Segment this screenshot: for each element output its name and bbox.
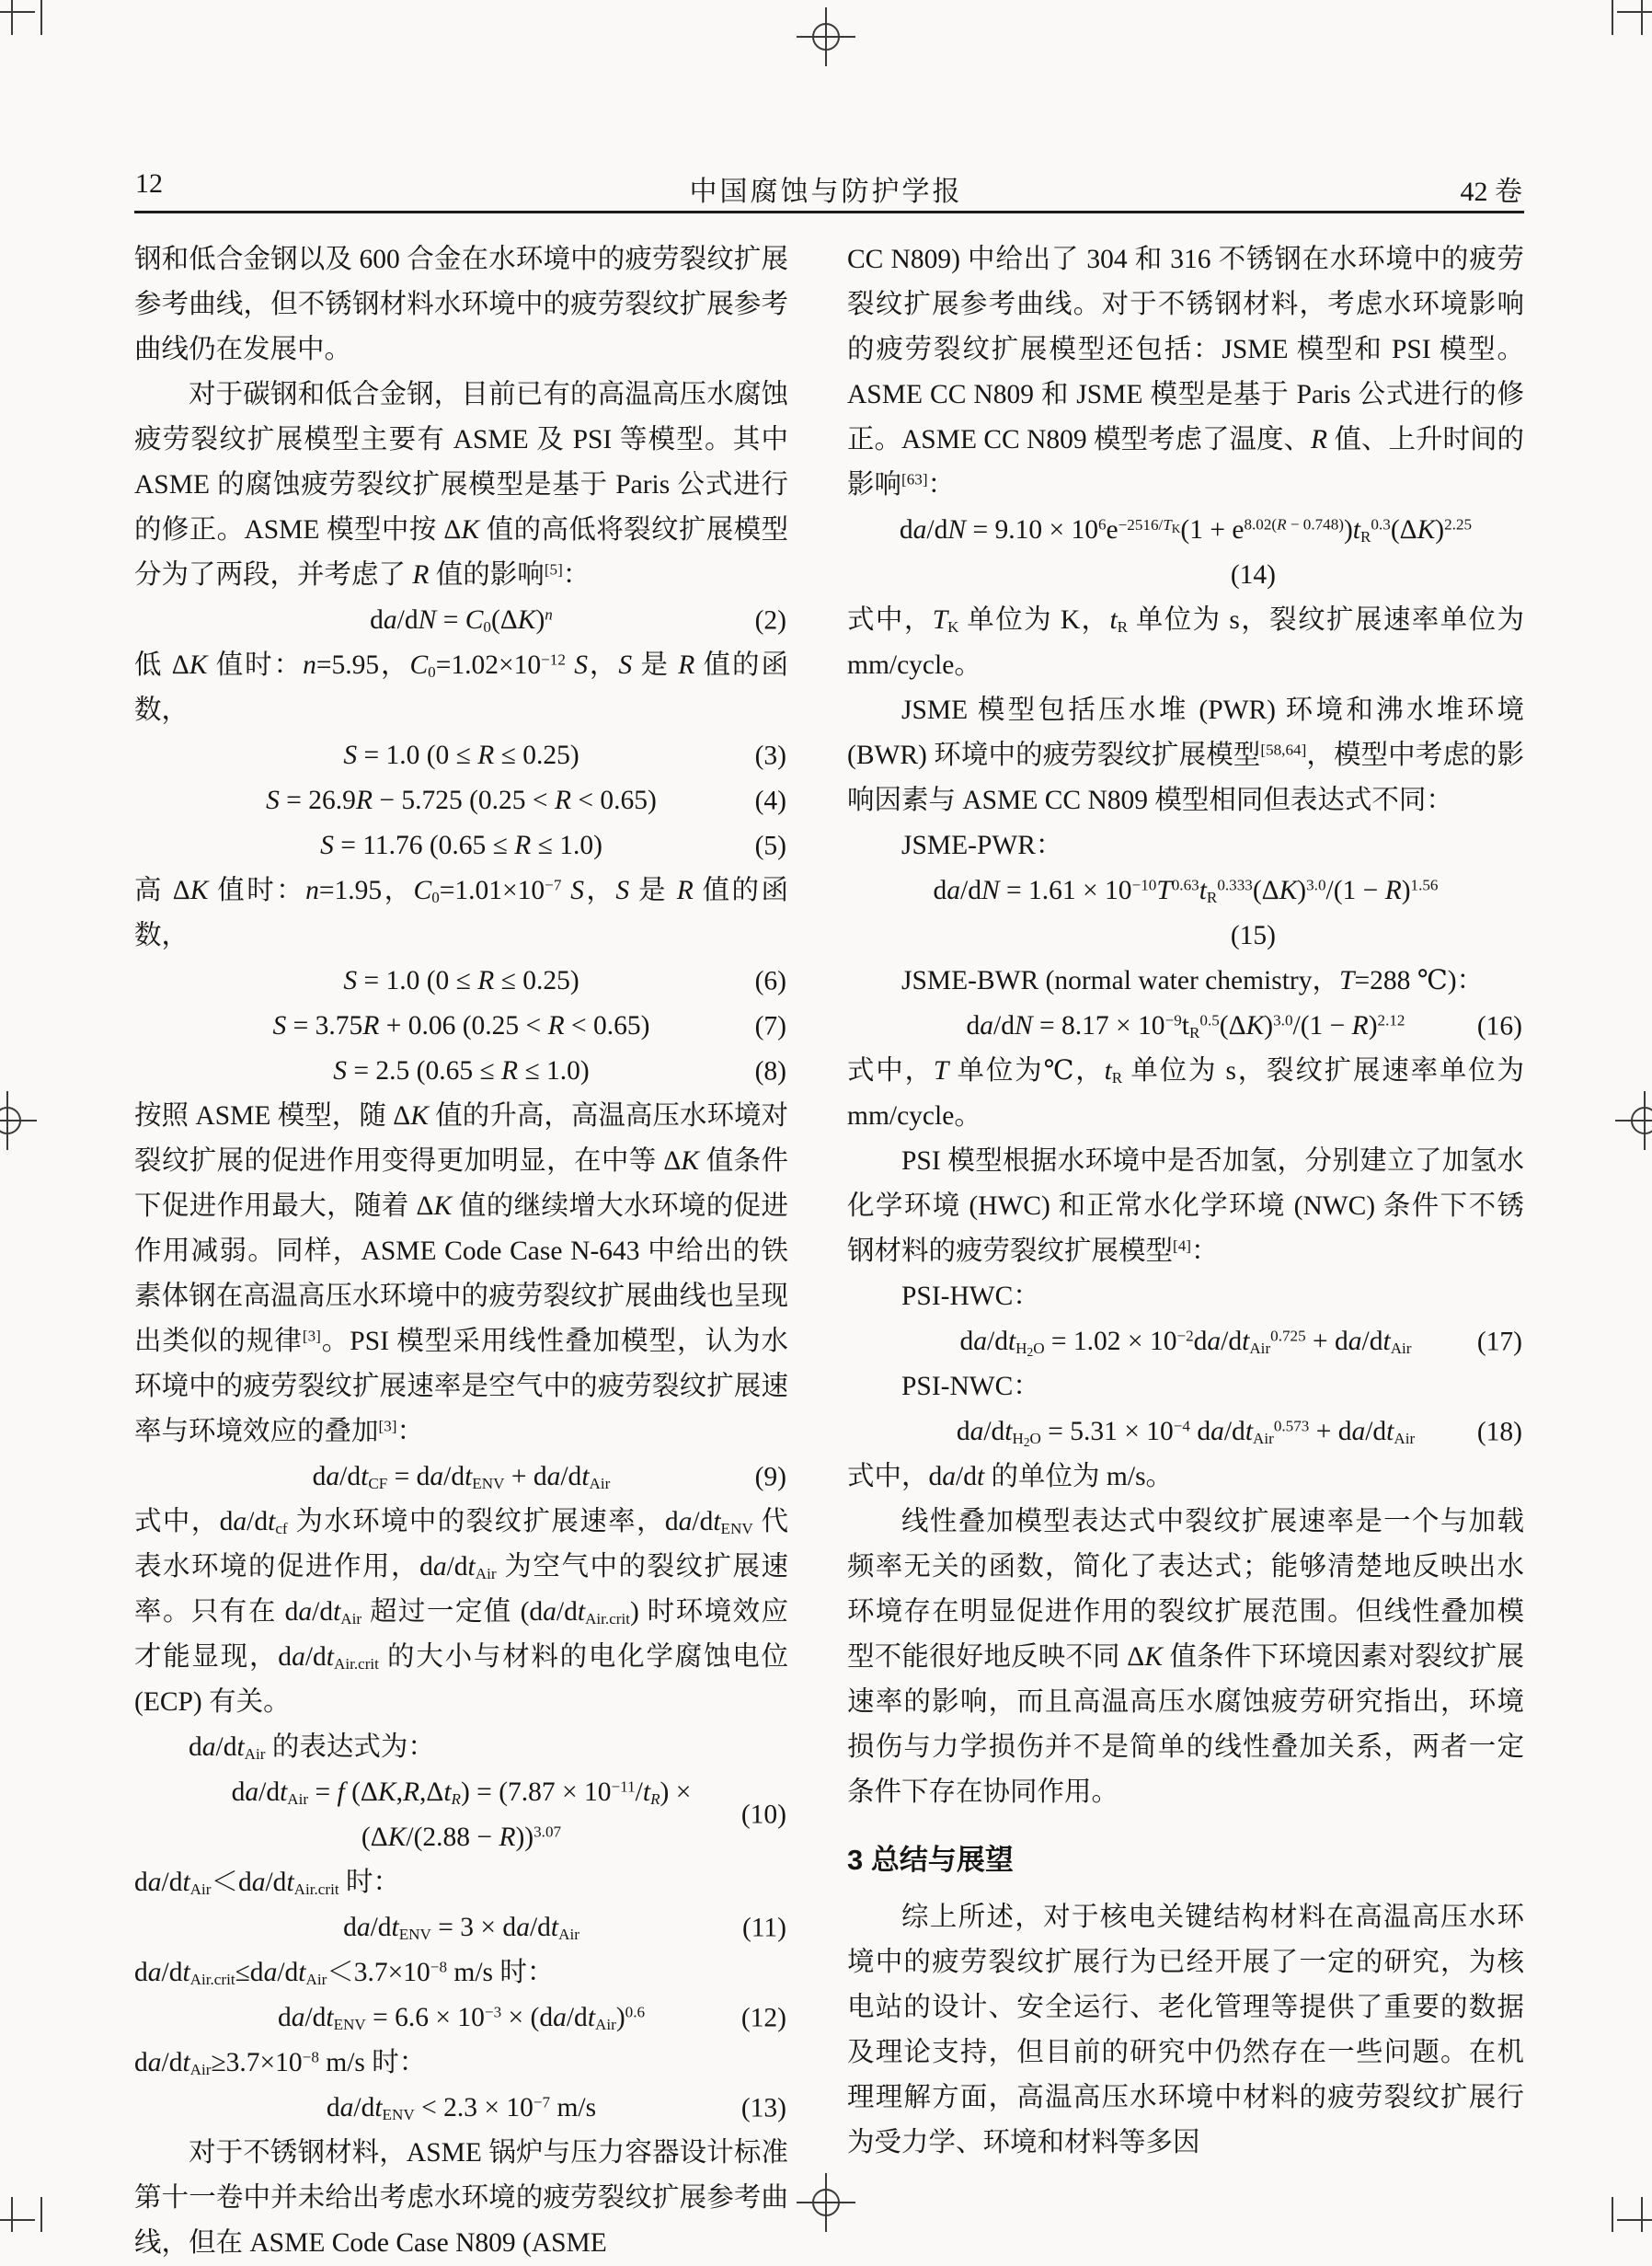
crop-mark bbox=[11, 2197, 13, 2232]
paragraph: 式中，da/dt 的单位为 m/s。 bbox=[847, 1462, 1174, 1491]
equation-number: (14) bbox=[1230, 560, 1276, 590]
paragraph: $da/dt_{Air}\ge 3.7\times 10^{-8}$ m/s 时： bbox=[134, 2048, 427, 2078]
registration-mark-icon bbox=[0, 1091, 37, 1150]
crop-mark bbox=[1641, 2197, 1643, 2232]
page-number: 12 bbox=[135, 168, 163, 199]
equation-number: (11) bbox=[741, 1913, 786, 1942]
equation: $da/dN = 1.61 \times 10^{-10}T^{0.63}t_R^{0.333}(\Delta K)^{3.0}/(1 - R)^{1.56}$ (15) bbox=[847, 868, 1524, 959]
equation: $da/dt_{CF} = da/dt_{ENV} + da/dt_{Air}$ (9) bbox=[134, 1455, 788, 1500]
paragraph: $da/dt_{Air}<da/dt_{Air.crit}$ 时： bbox=[134, 1868, 400, 1898]
crop-mark bbox=[1612, 0, 1613, 35]
crop-mark bbox=[1617, 2219, 1652, 2221]
equation: $da/dN = 9.10 \times 10^6e^{-2516/T_K}(1 + e^{8.02(R - 0.748)})t_R^{0.3}(\Delta K)^{2.25}$ (14) bbox=[847, 508, 1524, 598]
equation-number: (10) bbox=[740, 1800, 786, 1830]
paragraph: JSME 模型包括压水堆 (PWR) 环境和沸水堆环境 (BWR) 环境中的疲劳裂纹扩展模型[58,64]，模型中考虑的影响因素与 ASME CC N809 模型相同但表达式不同： bbox=[847, 696, 1524, 815]
paragraph: 高 ΔK 值时：n=1.95，$C_0=1.01\times 10^{-7}$ S，S 是 R 值的函数， bbox=[134, 876, 788, 950]
equation: S = 26.9R − 5.725 (0.25 < R < 0.65) (4) bbox=[134, 778, 788, 823]
equation-number: (2) bbox=[754, 605, 786, 635]
paragraph: 对于不锈钢材料，ASME 锅炉与压力容器设计标准第十一卷中并未给出考虑水环境的疲劳裂纹扩展参考曲线，但在 ASME Code Case N809 (ASME bbox=[134, 2138, 788, 2258]
equation: S = 1.0 (0 ≤ R ≤ 0.25) (3) bbox=[134, 733, 788, 778]
paragraph: 钢和低合金钢以及 600 合金在水环境中的疲劳裂纹扩展参考曲线，但不锈钢材料水环境中的疲劳裂纹扩展参考曲线仍在发展中。 bbox=[134, 245, 788, 364]
equation: S = 3.75R + 0.06 (0.25 < R < 0.65) (7) bbox=[134, 1004, 788, 1049]
paragraph: 式中，$T_K$ 单位为 K，$t_R$ 单位为 s，裂纹扩展速率单位为 mm/cycle。 bbox=[847, 605, 1524, 680]
equation: S = 1.0 (0 ≤ R ≤ 0.25) (6) bbox=[134, 959, 788, 1004]
crop-mark bbox=[0, 11, 35, 13]
crop-mark bbox=[0, 2219, 35, 2221]
crop-mark bbox=[40, 2197, 42, 2232]
paragraph: 式中，$da/dt_{cf}$ 为水环境中的裂纹扩展速率，$da/dt_{ENV}$ 代表水环境的促进作用，$da/dt_{Air}$ 为空气中的裂纹扩展速率。只有在 $da/dt_{Air}$ 超过一定值 $(da/dt_{Air.crit})$ 时环境效应才能显现，$da/dt_{Air.crit}$ 的大小与材料的电化学腐蚀电位 (ECP) 有关。 bbox=[134, 1507, 789, 1717]
crop-mark bbox=[1641, 0, 1643, 35]
equation-number: (13) bbox=[740, 2093, 786, 2122]
equation-number: (7) bbox=[754, 1011, 786, 1041]
paragraph: 综上所述，对于核电关键结构材料在高温高压水环境中的疲劳裂纹扩展行为已经开展了一定的研究，为核电站的设计、安全运行、老化管理等提供了重要的数据及理论支持，但目前的研究中仍然存在一些问题。在机理理解方面，高温高压水环境中材料的疲劳裂纹扩展行为受力学、环境和材料等多因 bbox=[847, 1903, 1524, 2157]
equation-number: (18) bbox=[1476, 1417, 1522, 1446]
equation: $da/dt_{H_2O} = 5.31 \times 10^{-4}$ $da/dt_{Air}^{0.573} + da/dt_{Air}$ (18) bbox=[847, 1409, 1524, 1455]
equation-number: (15) bbox=[1230, 921, 1276, 950]
equation-number: (3) bbox=[754, 741, 786, 770]
equation: $da/dt_{Air} = f$ $(\Delta K,R,\Delta t_R) = (7.87 \times 10^{-11}/t_R)$ × $(\Delta K/(2.88 - R))^{3.07}$ (10) bbox=[231, 1777, 786, 1852]
equation: S = 2.5 (0.65 ≤ R ≤ 1.0) (8) bbox=[134, 1049, 788, 1094]
equation: $da/dt_{H_2O} = 1.02 \times 10^{-2}da/dt_{Air}^{0.725} + da/dt_{Air}$ (17) bbox=[847, 1319, 1524, 1364]
equation: $da/dt_{ENV} = 3 \times da/dt_{Air}$ (11) bbox=[134, 1905, 788, 1950]
journal-title: 中国腐蚀与防护学报 bbox=[689, 177, 963, 207]
paragraph: 按照 ASME 模型，随 ΔK 值的升高，高温高压水环境对裂纹扩展的促进作用变得更加明显，在中等 ΔK 值条件下促进作用最大，随着 ΔK 值的继续增大水环境的促进作用减弱。同样，ASME Code Case N-643 中给出的铁素体钢在高温高压水环境中的疲劳裂纹扩展曲线也呈现出类似的规律[3]。PSI 模型采用线性叠加模型，认为水环境中的疲劳裂纹扩展速率是空气中的疲劳裂纹扩展速率与环境效应的叠加[3]： bbox=[134, 1101, 788, 1446]
header-rule bbox=[134, 211, 1524, 213]
volume-label: 42 卷 bbox=[1460, 177, 1522, 207]
equation-number: (16) bbox=[1476, 1011, 1522, 1041]
equation-number: (12) bbox=[740, 2003, 786, 2032]
paragraph: PSI-NWC： bbox=[901, 1372, 1040, 1401]
left-column bbox=[134, 237, 789, 2258]
crop-mark bbox=[1617, 11, 1652, 13]
paragraph: 式中，T 单位为℃，$t_R$ 单位为 s，裂纹扩展速率单位为 mm/cycle。 bbox=[847, 1056, 1524, 1131]
paragraph: $da/dt_{Air.crit}\le da/dt_{Air}<3.7\times 10^{-8}$ m/s 时： bbox=[134, 1958, 555, 1988]
equation: $da/dN = 8.17 \times 10^{-9}t_R^{0.5}(\Delta K)^{3.0}/(1 - R)^{2.12}$ (16) bbox=[847, 1004, 1524, 1049]
crop-mark bbox=[11, 0, 13, 35]
registration-mark-icon bbox=[797, 7, 855, 66]
right-column bbox=[847, 237, 1524, 2225]
equation-number: (8) bbox=[754, 1056, 786, 1086]
paragraph: CC N809) 中给出了 304 和 316 不锈钢在水环境中的疲劳裂纹扩展参考曲线。对于不锈钢材料，考虑水环境影响的疲劳裂纹扩展模型还包括：JSME 模型和 PSI 模型。ASME CC N809 和 JSME 模型是基于 Paris 公式进行的修正。ASME CC N809 模型考虑了温度、R 值、上升时间的影响[63]： bbox=[847, 245, 1524, 500]
equation-number: (4) bbox=[754, 786, 786, 815]
equation: $da/dt_{ENV} < 2.3 \times 10^{-7}$ m/s (13) bbox=[134, 2086, 788, 2131]
equation-number: (9) bbox=[754, 1462, 786, 1491]
section-heading: 3 总结与展望 bbox=[847, 1844, 1014, 1876]
equation-number: (17) bbox=[1476, 1327, 1522, 1356]
registration-mark-icon bbox=[1615, 1091, 1652, 1150]
paragraph: JSME-PWR： bbox=[901, 831, 1063, 860]
paragraph: PSI-HWC： bbox=[901, 1282, 1040, 1311]
equation: $da/dN = C_0(\Delta K)^n$ (2) bbox=[134, 598, 788, 643]
paragraph: PSI 模型根据水环境中是否加氢，分别建立了加氢水化学环境 (HWC) 和正常水化学环境 (NWC) 条件下不锈钢材料的疲劳裂纹扩展模型[4]： bbox=[847, 1146, 1524, 1266]
crop-mark bbox=[40, 0, 42, 35]
paragraph: 线性叠加模型表达式中裂纹扩展速率是一个与加载频率无关的函数，简化了表达式；能够清楚地反映出水环境存在明显促进作用的裂纹扩展范围。但线性叠加模型不能很好地反映不同 ΔK 值条件下环境因素对裂纹扩展速率的影响，而且高温高压水腐蚀疲劳研究指出，环境损伤与力学损伤并不是简单的线性叠加关系，两者一定条件下存在协同作用。 bbox=[847, 1507, 1524, 1807]
paragraph: $da/dt_{Air}$ 的表达式为： bbox=[189, 1732, 435, 1763]
equation: S = 11.76 (0.65 ≤ R ≤ 1.0) (5) bbox=[134, 823, 788, 868]
paragraph: 低 ΔK 值时：n=5.95，$C_0=1.02\times 10^{-12}$ S，S 是 R 值的函数， bbox=[134, 650, 788, 725]
equation-number: (5) bbox=[754, 831, 786, 860]
equation: $da/dt_{ENV} = 6.6 \times 10^{-3} \times (da/dt_{Air})^{0.6}$ (12) bbox=[134, 1996, 788, 2041]
crop-mark bbox=[1612, 2197, 1613, 2232]
paragraph: JSME-BWR (normal water chemistry，T=288 ℃)： bbox=[901, 966, 1485, 995]
equation-number: (6) bbox=[754, 966, 786, 995]
paragraph: 对于碳钢和低合金钢，目前已有的高温高压水腐蚀疲劳裂纹扩展模型主要有 ASME 及 PSI 等模型。其中 ASME 的腐蚀疲劳裂纹扩展模型是基于 Paris 公式进行的修正。ASME 模型中按 ΔK 值的高低将裂纹扩展模型分为了两段，并考虑了 R 值的影响[5]： bbox=[134, 380, 788, 590]
registration-mark-icon bbox=[797, 2173, 855, 2232]
